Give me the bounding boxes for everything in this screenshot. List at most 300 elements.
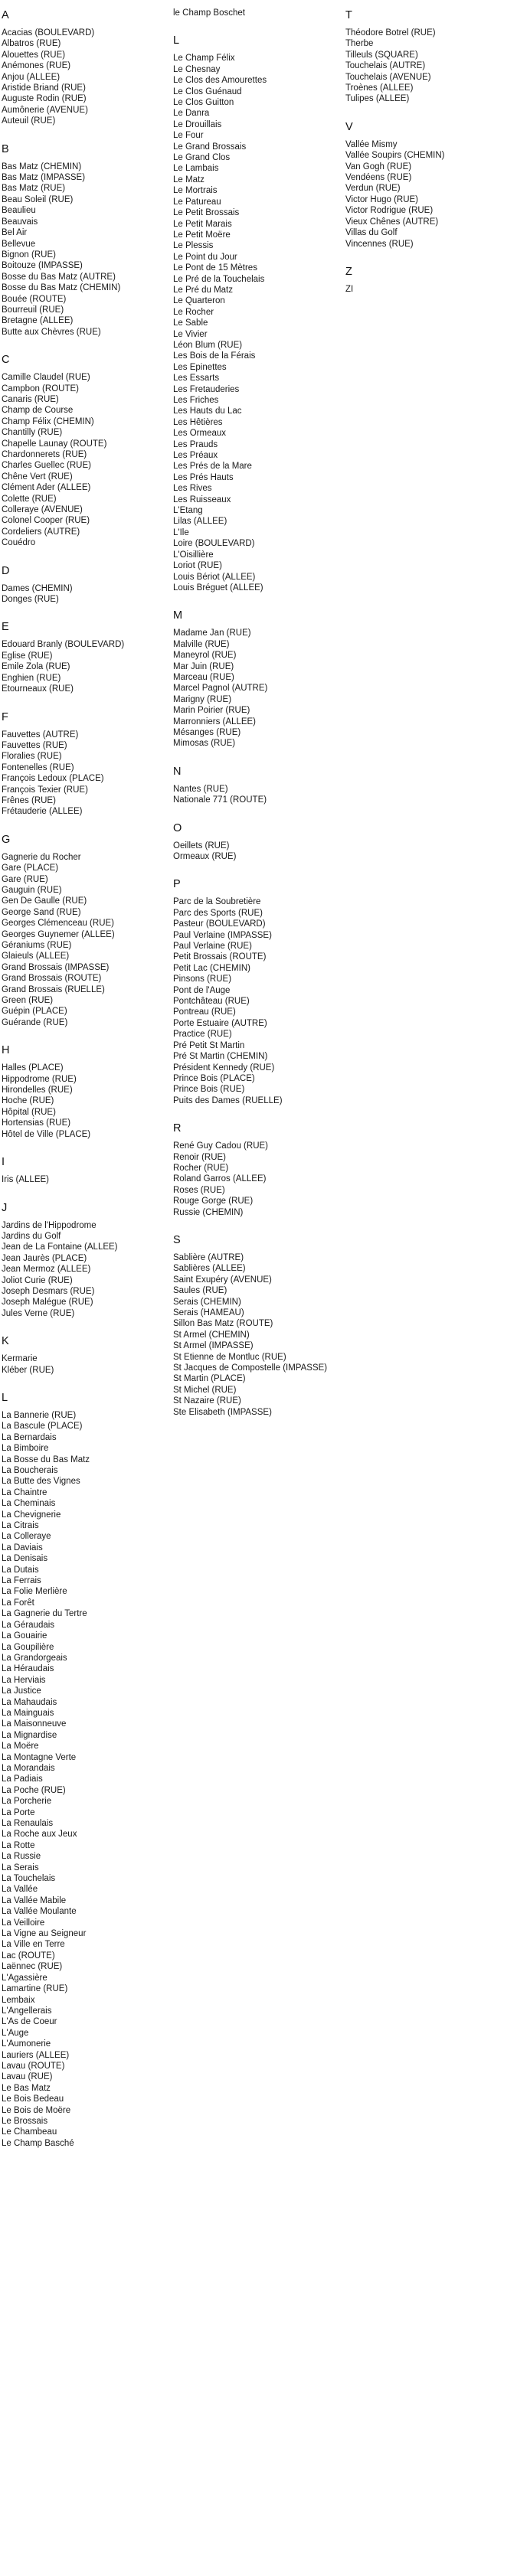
street-link[interactable]: Le Pré du Matz <box>173 285 233 295</box>
street-link[interactable]: Le Grand Brossais <box>173 142 247 152</box>
street-link[interactable]: Colonel Cooper (RUE) <box>2 516 90 526</box>
street-link[interactable]: L'Oisillière <box>173 550 214 560</box>
letter-group <box>2 1154 159 1185</box>
street-link[interactable]: Guépin (PLACE) <box>2 1007 67 1017</box>
street-link[interactable]: Bel Air <box>2 228 28 238</box>
street-link[interactable]: Rocher (RUE) <box>173 1163 229 1173</box>
street-link[interactable]: Les Ruisseaux <box>173 495 231 504</box>
street-link[interactable]: La Goupilière <box>2 1642 54 1652</box>
street-link[interactable]: St Martin (PLACE) <box>173 1374 246 1384</box>
street-link[interactable]: Pontreau (RUE) <box>173 1007 236 1017</box>
street-link[interactable]: La Géraudais <box>2 1620 55 1630</box>
street-link[interactable]: Grand Brossais (ROUTE) <box>2 974 102 984</box>
street-link[interactable]: Les Prés Hauts <box>173 472 234 482</box>
street-link[interactable]: Bretagne (ALLEE) <box>2 316 74 326</box>
street-link[interactable]: Les Rives <box>173 484 212 494</box>
street-link[interactable]: La Colleraye <box>2 1532 51 1542</box>
street-link[interactable]: La Veilloire <box>2 1918 45 1928</box>
street-link[interactable]: La Grandorgeais <box>2 1653 67 1663</box>
street-link[interactable]: Les Essarts <box>173 374 220 384</box>
street-link[interactable]: Pasteur (BOULEVARD) <box>173 919 266 929</box>
street-link[interactable]: La Butte des Vignes <box>2 1477 80 1487</box>
street-link[interactable]: Bosse du Bas Matz (CHEMIN) <box>2 283 121 293</box>
street-link[interactable]: Gauguin (RUE) <box>2 885 62 895</box>
street-link[interactable]: La Citrais <box>2 1521 39 1531</box>
street-link[interactable]: Kléber (RUE) <box>2 1365 54 1375</box>
street-link[interactable]: Therbe <box>345 39 374 49</box>
street-link[interactable]: Lac (ROUTE) <box>2 1951 55 1961</box>
street-link[interactable]: La Touchelais <box>2 1874 56 1884</box>
street-link[interactable]: Paul Verlaine (IMPASSE) <box>173 930 272 940</box>
street-link[interactable]: Prince Bois (PLACE) <box>173 1073 255 1083</box>
street-link[interactable]: Le Pré de la Touchelais <box>173 274 265 284</box>
street-link[interactable]: Verdun (RUE) <box>345 184 401 194</box>
street-link[interactable]: Boitouze (IMPASSE) <box>2 261 83 271</box>
street-link[interactable]: La Moëre <box>2 1742 39 1752</box>
street-link[interactable]: La Ville en Terre <box>2 1940 65 1950</box>
letter-group <box>173 608 330 749</box>
street-link[interactable]: Butte aux Chèvres (RUE) <box>2 327 101 337</box>
street-link[interactable]: Fauvettes (RUE) <box>2 740 67 750</box>
street-link[interactable]: François Texier (RUE) <box>2 785 88 795</box>
street-link[interactable]: Porte Estuaire (AUTRE) <box>173 1018 267 1028</box>
street-link[interactable]: La Vallée <box>2 1885 38 1895</box>
street-link[interactable]: Bas Matz (IMPASSE) <box>2 173 86 183</box>
street-link[interactable]: ZI <box>345 284 354 294</box>
street-link[interactable]: La Morandais <box>2 1763 55 1773</box>
street-link[interactable]: Colette (RUE) <box>2 494 57 504</box>
street-link[interactable]: Touchelais (AVENUE) <box>345 72 431 82</box>
letter-heading: M <box>173 609 183 622</box>
street-link[interactable]: Joseph Desmars (RUE) <box>2 1286 95 1296</box>
letter-group <box>173 877 330 1106</box>
street-link[interactable]: Beaulieu <box>2 206 36 216</box>
street-link[interactable]: Bosse du Bas Matz (AUTRE) <box>2 272 116 282</box>
street-link[interactable]: Victor Hugo (RUE) <box>345 194 419 204</box>
street-link[interactable]: Marin Poirier (RUE) <box>173 706 250 716</box>
street-link[interactable]: Practice (RUE) <box>173 1030 232 1040</box>
street-link[interactable]: La Padiais <box>2 1774 43 1784</box>
street-link[interactable]: Floralies (RUE) <box>2 752 62 762</box>
street-link[interactable]: La Héraudais <box>2 1664 54 1674</box>
street-link[interactable]: Le Pont de 15 Mètres <box>173 263 257 273</box>
street-link[interactable]: Le Drouillais <box>173 119 222 129</box>
street-link[interactable]: Léon Blum (RUE) <box>173 340 243 350</box>
street-link[interactable]: Joseph Malégue (RUE) <box>2 1298 93 1308</box>
street-link[interactable]: Cordeliers (AUTRE) <box>2 527 80 537</box>
street-link[interactable]: L'Ile <box>173 527 189 537</box>
street-link[interactable]: La Bernardais <box>2 1432 57 1442</box>
street-link[interactable]: Le Petit Brossais <box>173 208 240 218</box>
street-link[interactable]: La Rotte <box>2 1840 35 1850</box>
street-link[interactable]: St Nazaire (RUE) <box>173 1396 241 1406</box>
street-link[interactable]: Rouge Gorge (RUE) <box>173 1197 254 1206</box>
street-link[interactable]: Anjou (ALLEE) <box>2 72 61 82</box>
street-link[interactable]: Bas Matz (CHEMIN) <box>2 162 82 171</box>
street-link[interactable]: Colleraye (AVENUE) <box>2 505 83 515</box>
street-link[interactable]: Gen De Gaulle (RUE) <box>2 896 87 906</box>
street-link[interactable]: Vallée Soupirs (CHEMIN) <box>345 151 445 161</box>
street-link[interactable]: Le Clos Guénaud <box>173 87 242 96</box>
street-link[interactable]: L'As de Coeur <box>2 2017 57 2027</box>
street-link[interactable]: La Chaintre <box>2 1487 47 1497</box>
street-link[interactable]: Louis Bériot (ALLEE) <box>173 572 256 582</box>
street-link[interactable]: Lavau (RUE) <box>2 2072 53 2082</box>
street-link[interactable]: La Montagne Verte <box>2 1752 77 1762</box>
street-link[interactable]: Enghien (RUE) <box>2 673 61 683</box>
street-link[interactable]: Roses (RUE) <box>173 1185 225 1195</box>
street-link[interactable]: Gagnerie du Rocher <box>2 852 81 862</box>
street-link[interactable]: Georges Guynemer (ALLEE) <box>2 929 115 939</box>
street-link[interactable]: Jardins de l'Hippodrome <box>2 1220 97 1230</box>
letter-heading: K <box>2 1335 9 1348</box>
street-link[interactable]: Nantes (RUE) <box>173 784 228 794</box>
street-link[interactable]: Puits des Dames (RUELLE) <box>173 1095 283 1105</box>
street-link[interactable]: St Armel (CHEMIN) <box>173 1330 250 1340</box>
street-link[interactable]: Vallée Mismy <box>345 139 398 149</box>
street-link[interactable]: Lavau (ROUTE) <box>2 2061 65 2071</box>
street-link[interactable]: Le Sable <box>173 318 208 328</box>
street-link[interactable]: Marronniers (ALLEE) <box>173 717 257 726</box>
letter-group <box>173 821 330 863</box>
street-link[interactable]: La Dutais <box>2 1565 39 1575</box>
street-link[interactable]: L'Auge <box>2 2028 29 2038</box>
street-link[interactable]: Prince Bois (RUE) <box>173 1085 245 1095</box>
street-link[interactable]: Malville (RUE) <box>173 639 230 649</box>
street-link[interactable]: La Herviais <box>2 1675 46 1685</box>
street-link[interactable]: Serais (CHEMIN) <box>173 1297 241 1307</box>
street-link[interactable]: La Renaulais <box>2 1819 54 1828</box>
street-link[interactable]: La Vigne au Seigneur <box>2 1929 87 1939</box>
street-link[interactable]: La Gouairie <box>2 1631 47 1641</box>
street-link[interactable]: La Porcherie <box>2 1797 52 1807</box>
street-link[interactable]: Aumônerie (AVENUE) <box>2 105 88 115</box>
street-link[interactable]: La Bascule (PLACE) <box>2 1422 83 1432</box>
street-link[interactable]: La Daviais <box>2 1543 43 1552</box>
street-link[interactable]: Le Bas Matz <box>2 2083 51 2093</box>
letter-group <box>2 352 159 549</box>
street-link[interactable]: Alouettes (RUE) <box>2 50 66 60</box>
street-link[interactable]: Les Prauds <box>173 439 218 449</box>
street-link[interactable]: Aristide Briand (RUE) <box>2 83 86 93</box>
street-link[interactable]: Lauriers (ALLEE) <box>2 2050 70 2060</box>
street-link[interactable]: La Justice <box>2 1686 41 1696</box>
street-link[interactable]: Le Four <box>173 131 204 141</box>
street-link[interactable]: Acacias (BOULEVARD) <box>2 28 95 38</box>
street-link[interactable]: Le Rocher <box>173 307 214 317</box>
street-link[interactable]: Serais (HAMEAU) <box>173 1308 244 1317</box>
street-link[interactable]: Les Fretauderies <box>173 384 240 394</box>
street-link[interactable]: Théodore Botrel (RUE) <box>345 28 436 38</box>
street-link[interactable]: Emile Zola (RUE) <box>2 662 70 672</box>
street-link[interactable]: Parc de la Soubretière <box>173 897 261 907</box>
street-link[interactable]: Le Champ Basché <box>2 2138 74 2148</box>
street-link[interactable]: Jean Mermoz (ALLEE) <box>2 1265 91 1275</box>
street-link[interactable]: Maneyrol (RUE) <box>173 651 237 661</box>
street-link[interactable]: Sablières (ALLEE) <box>173 1264 246 1274</box>
street-link[interactable]: Troènes (ALLEE) <box>345 83 414 93</box>
street-link[interactable]: Petit Brossais (ROUTE) <box>173 952 267 962</box>
street-link[interactable]: Frênes (RUE) <box>2 795 56 805</box>
street-link[interactable]: Grand Brossais (RUELLE) <box>2 984 105 994</box>
street-link[interactable]: Hoche (RUE) <box>2 1096 54 1106</box>
street-link[interactable]: Halles (PLACE) <box>2 1063 64 1073</box>
street-link[interactable]: Chardonnerets (RUE) <box>2 450 87 459</box>
street-link[interactable]: Van Gogh (RUE) <box>345 162 412 171</box>
street-link[interactable]: Les Friches <box>173 396 219 405</box>
street-link[interactable]: Canaris (RUE) <box>2 394 59 404</box>
street-link[interactable]: Grand Brossais (IMPASSE) <box>2 962 110 972</box>
street-link[interactable]: George Sand (RUE) <box>2 907 81 917</box>
street-link[interactable]: Mimosas (RUE) <box>173 739 236 749</box>
letter-group <box>2 832 159 1029</box>
street-link[interactable]: Nationale 771 (ROUTE) <box>173 795 267 805</box>
street-link[interactable]: Albatros (RUE) <box>2 39 61 49</box>
letter-heading: L <box>173 34 180 47</box>
street-link[interactable]: Champ Félix (CHEMIN) <box>2 416 94 426</box>
street-link[interactable]: Gare (PLACE) <box>2 864 59 873</box>
street-link[interactable]: Les Hauts du Lac <box>173 406 242 416</box>
street-link[interactable]: Marcel Pagnol (AUTRE) <box>173 684 268 694</box>
street-link[interactable]: Lembaix <box>2 1995 35 2005</box>
street-link[interactable]: La Roche aux Jeux <box>2 1830 77 1840</box>
letter-group <box>173 1121 330 1218</box>
street-link[interactable]: Saint Exupéry (AVENUE) <box>173 1275 272 1285</box>
street-link[interactable]: La Bannerie (RUE) <box>2 1410 77 1420</box>
street-link[interactable]: Le Champ Félix <box>173 54 235 64</box>
street-link[interactable]: La Russie <box>2 1852 41 1862</box>
street-link[interactable]: La Maisonneuve <box>2 1719 67 1729</box>
street-link[interactable]: Beauvais <box>2 217 38 227</box>
street-link[interactable]: Mésanges (RUE) <box>173 727 241 737</box>
street-link[interactable]: Le Chesnay <box>173 64 221 74</box>
street-link[interactable]: La Mahaudais <box>2 1697 57 1707</box>
street-link[interactable]: Anémones (RUE) <box>2 61 71 71</box>
street-link[interactable]: Chapelle Launay (ROUTE) <box>2 439 107 449</box>
street-link[interactable]: Le Plessis <box>173 241 214 251</box>
street-link[interactable]: Vendéens (RUE) <box>345 173 412 183</box>
street-link[interactable]: Green (RUE) <box>2 996 54 1006</box>
street-link[interactable]: Laënnec (RUE) <box>2 1962 63 1972</box>
street-link[interactable]: Bellevue <box>2 239 36 249</box>
street-link[interactable]: Joliot Curie (RUE) <box>2 1275 73 1285</box>
street-link[interactable]: Le Mortrais <box>173 186 218 196</box>
street-link[interactable]: La Denisais <box>2 1554 48 1564</box>
street-link[interactable]: Gare (RUE) <box>2 874 48 884</box>
street-link[interactable]: Chantilly (RUE) <box>2 428 63 438</box>
street-link[interactable]: Jean de La Fontaine (ALLEE) <box>2 1242 118 1252</box>
street-link[interactable]: Le Petit Marais <box>173 219 232 229</box>
street-link[interactable]: La Bimboire <box>2 1444 49 1454</box>
street-link[interactable]: Le Chambeau <box>2 2127 57 2137</box>
street-link[interactable]: Chêne Vert (RUE) <box>2 472 73 482</box>
street-link[interactable]: Parc des Sports (RUE) <box>173 908 263 918</box>
street-link[interactable]: St Michel (RUE) <box>173 1385 237 1395</box>
street-link[interactable]: Louis Bréguet (ALLEE) <box>173 583 263 593</box>
street-link[interactable]: La Vallée Moulante <box>2 1907 77 1917</box>
street-link[interactable]: Paul Verlaine (RUE) <box>173 942 252 952</box>
street-link[interactable]: Pinsons (RUE) <box>173 975 232 984</box>
street-link[interactable]: René Guy Cadou (RUE) <box>173 1141 268 1151</box>
street-link[interactable]: Oeillets (RUE) <box>173 841 230 851</box>
street-link[interactable]: Jean Jaurès (PLACE) <box>2 1253 87 1263</box>
street-link[interactable]: Sablière (AUTRE) <box>173 1252 244 1262</box>
street-link[interactable]: La Forêt <box>2 1598 34 1608</box>
street-link[interactable]: Bourreuil (RUE) <box>2 305 64 315</box>
street-link[interactable]: Jules Verne (RUE) <box>2 1308 75 1318</box>
street-link[interactable]: Le Lambais <box>173 164 219 174</box>
street-link[interactable]: Hôtel de Ville (PLACE) <box>2 1129 91 1139</box>
street-link[interactable]: Victor Rodrigue (RUE) <box>345 206 434 216</box>
street-link[interactable]: Frétauderie (ALLEE) <box>2 807 83 817</box>
street-link[interactable]: Président Kennedy (RUE) <box>173 1063 275 1073</box>
street-link[interactable]: Camille Claudel (RUE) <box>2 373 90 383</box>
street-link[interactable]: La Mignardise <box>2 1730 57 1740</box>
street-link[interactable]: St Armel (IMPASSE) <box>173 1341 254 1351</box>
street-link[interactable]: Pré St Martin (CHEMIN) <box>173 1052 268 1062</box>
street-link[interactable]: Eglise (RUE) <box>2 651 53 661</box>
street-link[interactable]: Le Vivier <box>173 329 208 339</box>
street-link[interactable]: La Ferrais <box>2 1576 41 1586</box>
street-link[interactable]: Marceau (RUE) <box>173 672 234 682</box>
street-link[interactable]: Donges (RUE) <box>2 595 59 605</box>
street-link[interactable]: Fontenelles (RUE) <box>2 762 74 772</box>
street-link[interactable]: St Etienne de Montluc (RUE) <box>173 1352 286 1362</box>
street-link[interactable]: Dames (CHEMIN) <box>2 583 73 593</box>
street-link[interactable]: Le Patureau <box>173 197 221 207</box>
street-link[interactable]: Les Ormeaux <box>173 429 227 439</box>
street-link[interactable]: Charles Guellec (RUE) <box>2 461 91 471</box>
letter-heading: V <box>345 120 353 133</box>
street-link[interactable]: Bas Matz (RUE) <box>2 184 66 194</box>
letter-group <box>2 1334 159 1376</box>
street-link[interactable]: Les Bois de la Férais <box>173 351 256 361</box>
street-link[interactable]: Iris (ALLEE) <box>2 1175 49 1185</box>
street-link[interactable]: Glaieuls (ALLEE) <box>2 952 70 962</box>
street-link[interactable]: Jardins du Golf <box>2 1231 61 1241</box>
street-link[interactable]: Pontchâteau (RUE) <box>173 997 250 1007</box>
street-link[interactable]: L'Etang <box>173 506 203 516</box>
letter-heading: C <box>2 354 10 367</box>
street-link[interactable]: Le Clos Guitton <box>173 98 234 108</box>
street-link[interactable]: La Bosse du Bas Matz <box>2 1455 90 1464</box>
street-link[interactable]: Le Grand Clos <box>173 153 231 163</box>
street-link[interactable]: Le Bois de Moëre <box>2 2105 71 2115</box>
street-link[interactable]: Touchelais (AUTRE) <box>345 61 426 71</box>
letter-group <box>2 1043 159 1140</box>
street-link[interactable]: Le Quarteron <box>173 296 225 306</box>
street-link[interactable]: Tulipes (ALLEE) <box>345 94 410 104</box>
street-link[interactable]: Roland Garros (ALLEE) <box>173 1174 267 1184</box>
street-link[interactable]: Tilleuls (SQUARE) <box>345 50 418 60</box>
street-link[interactable]: Villas du Golf <box>345 228 398 238</box>
street-link[interactable]: Bignon (RUE) <box>2 250 56 260</box>
street-link[interactable]: Le Danra <box>173 109 210 119</box>
street-link[interactable]: Petit Lac (CHEMIN) <box>173 963 250 973</box>
street-link[interactable]: Etourneaux (RUE) <box>2 684 74 694</box>
street-link[interactable]: Le Clos des Amourettes <box>173 76 267 86</box>
street-link[interactable]: Ste Elisabeth (IMPASSE) <box>173 1407 272 1417</box>
street-link[interactable]: La Chevignerie <box>2 1510 61 1520</box>
street-link[interactable]: La Folie Merlière <box>2 1587 67 1597</box>
street-link[interactable]: Saules (RUE) <box>173 1286 227 1296</box>
street-link[interactable]: L'Agassière <box>2 1973 47 1983</box>
street-link[interactable]: La Gagnerie du Tertre <box>2 1609 87 1619</box>
street-link[interactable]: le Champ Boschet <box>173 8 245 18</box>
street-link[interactable]: Couédro <box>2 538 36 548</box>
street-link[interactable]: L'Angellerais <box>2 2006 52 2016</box>
street-link[interactable]: Edouard Branly (BOULEVARD) <box>2 640 125 650</box>
street-link[interactable]: Renoir (RUE) <box>173 1152 227 1162</box>
street-link[interactable]: Le Point du Jour <box>173 252 237 262</box>
street-link[interactable]: La Porte <box>2 1807 35 1817</box>
street-link[interactable]: Pré Petit St Martin <box>173 1040 245 1050</box>
street-link[interactable]: Madame Jan (RUE) <box>173 628 251 638</box>
street-link[interactable]: La Mainguais <box>2 1708 54 1718</box>
letter-group <box>173 764 330 806</box>
street-link[interactable]: Lilas (ALLEE) <box>173 517 227 527</box>
street-link[interactable]: Clément Ader (ALLEE) <box>2 483 91 493</box>
street-link[interactable]: Vieux Chênes (AUTRE) <box>345 217 439 227</box>
street-link[interactable]: Champ de Course <box>2 406 74 416</box>
street-link[interactable]: Le Brossais <box>2 2116 48 2126</box>
street-link[interactable]: Beau Soleil (RUE) <box>2 194 74 204</box>
street-link[interactable]: Georges Clémenceau (RUE) <box>2 919 115 929</box>
street-link[interactable]: Auteuil (RUE) <box>2 116 56 126</box>
street-link[interactable]: La Poche (RUE) <box>2 1785 66 1795</box>
street-link[interactable]: Les Prés de la Mare <box>173 462 252 472</box>
street-link[interactable]: Hippodrome (RUE) <box>2 1074 77 1084</box>
street-link[interactable]: Les Epinettes <box>173 362 227 372</box>
street-link[interactable]: Bouée (ROUTE) <box>2 294 67 304</box>
street-link[interactable]: La Serais <box>2 1863 39 1872</box>
street-link[interactable]: Sillon Bas Matz (ROUTE) <box>173 1319 273 1329</box>
street-link[interactable]: La Vallée Mabile <box>2 1895 67 1905</box>
street-link[interactable]: La Boucherais <box>2 1466 58 1475</box>
street-link[interactable]: Marigny (RUE) <box>173 694 232 704</box>
street-link[interactable]: Les Hêtières <box>173 417 223 427</box>
street-link[interactable]: Hirondelles (RUE) <box>2 1086 73 1095</box>
street-link[interactable]: Guérande (RUE) <box>2 1017 68 1027</box>
street-link[interactable]: Loire (BOULEVARD) <box>173 539 255 549</box>
street-link[interactable]: Russie (CHEMIN) <box>173 1207 244 1217</box>
street-link[interactable]: Auguste Rodin (RUE) <box>2 94 87 104</box>
street-link[interactable]: Géraniums (RUE) <box>2 941 72 950</box>
street-link[interactable]: Vincennes (RUE) <box>345 239 414 249</box>
street-link[interactable]: Le Matz <box>173 175 205 184</box>
street-link[interactable]: Kermarie <box>2 1354 38 1364</box>
street-link[interactable]: Loriot (RUE) <box>173 561 222 571</box>
street-link[interactable]: Le Bois Bedeau <box>2 2094 64 2104</box>
letter-heading: D <box>2 564 10 577</box>
street-link[interactable]: Le Petit Moëre <box>173 230 231 240</box>
street-link[interactable]: St Jacques de Compostelle (IMPASSE) <box>173 1363 328 1373</box>
street-link[interactable]: Pont de l'Auge <box>173 985 231 995</box>
letter-heading: P <box>173 878 181 891</box>
street-link[interactable]: Ormeaux (RUE) <box>173 852 237 861</box>
street-link[interactable]: Les Préaux <box>173 451 218 461</box>
street-link[interactable]: L'Aumonerie <box>2 2039 51 2049</box>
street-link[interactable]: Fauvettes (AUTRE) <box>2 730 79 739</box>
street-link[interactable]: Hôpital (RUE) <box>2 1107 56 1117</box>
letter-heading: A <box>2 9 9 21</box>
street-link[interactable]: La Cheminais <box>2 1499 56 1509</box>
street-link[interactable]: Campbon (ROUTE) <box>2 384 79 393</box>
street-link[interactable]: Hortensias (RUE) <box>2 1118 71 1128</box>
street-link[interactable]: Mar Juin (RUE) <box>173 661 234 671</box>
street-link[interactable]: François Ledoux (PLACE) <box>2 774 104 784</box>
street-link[interactable]: Lamartine (RUE) <box>2 1984 68 1994</box>
